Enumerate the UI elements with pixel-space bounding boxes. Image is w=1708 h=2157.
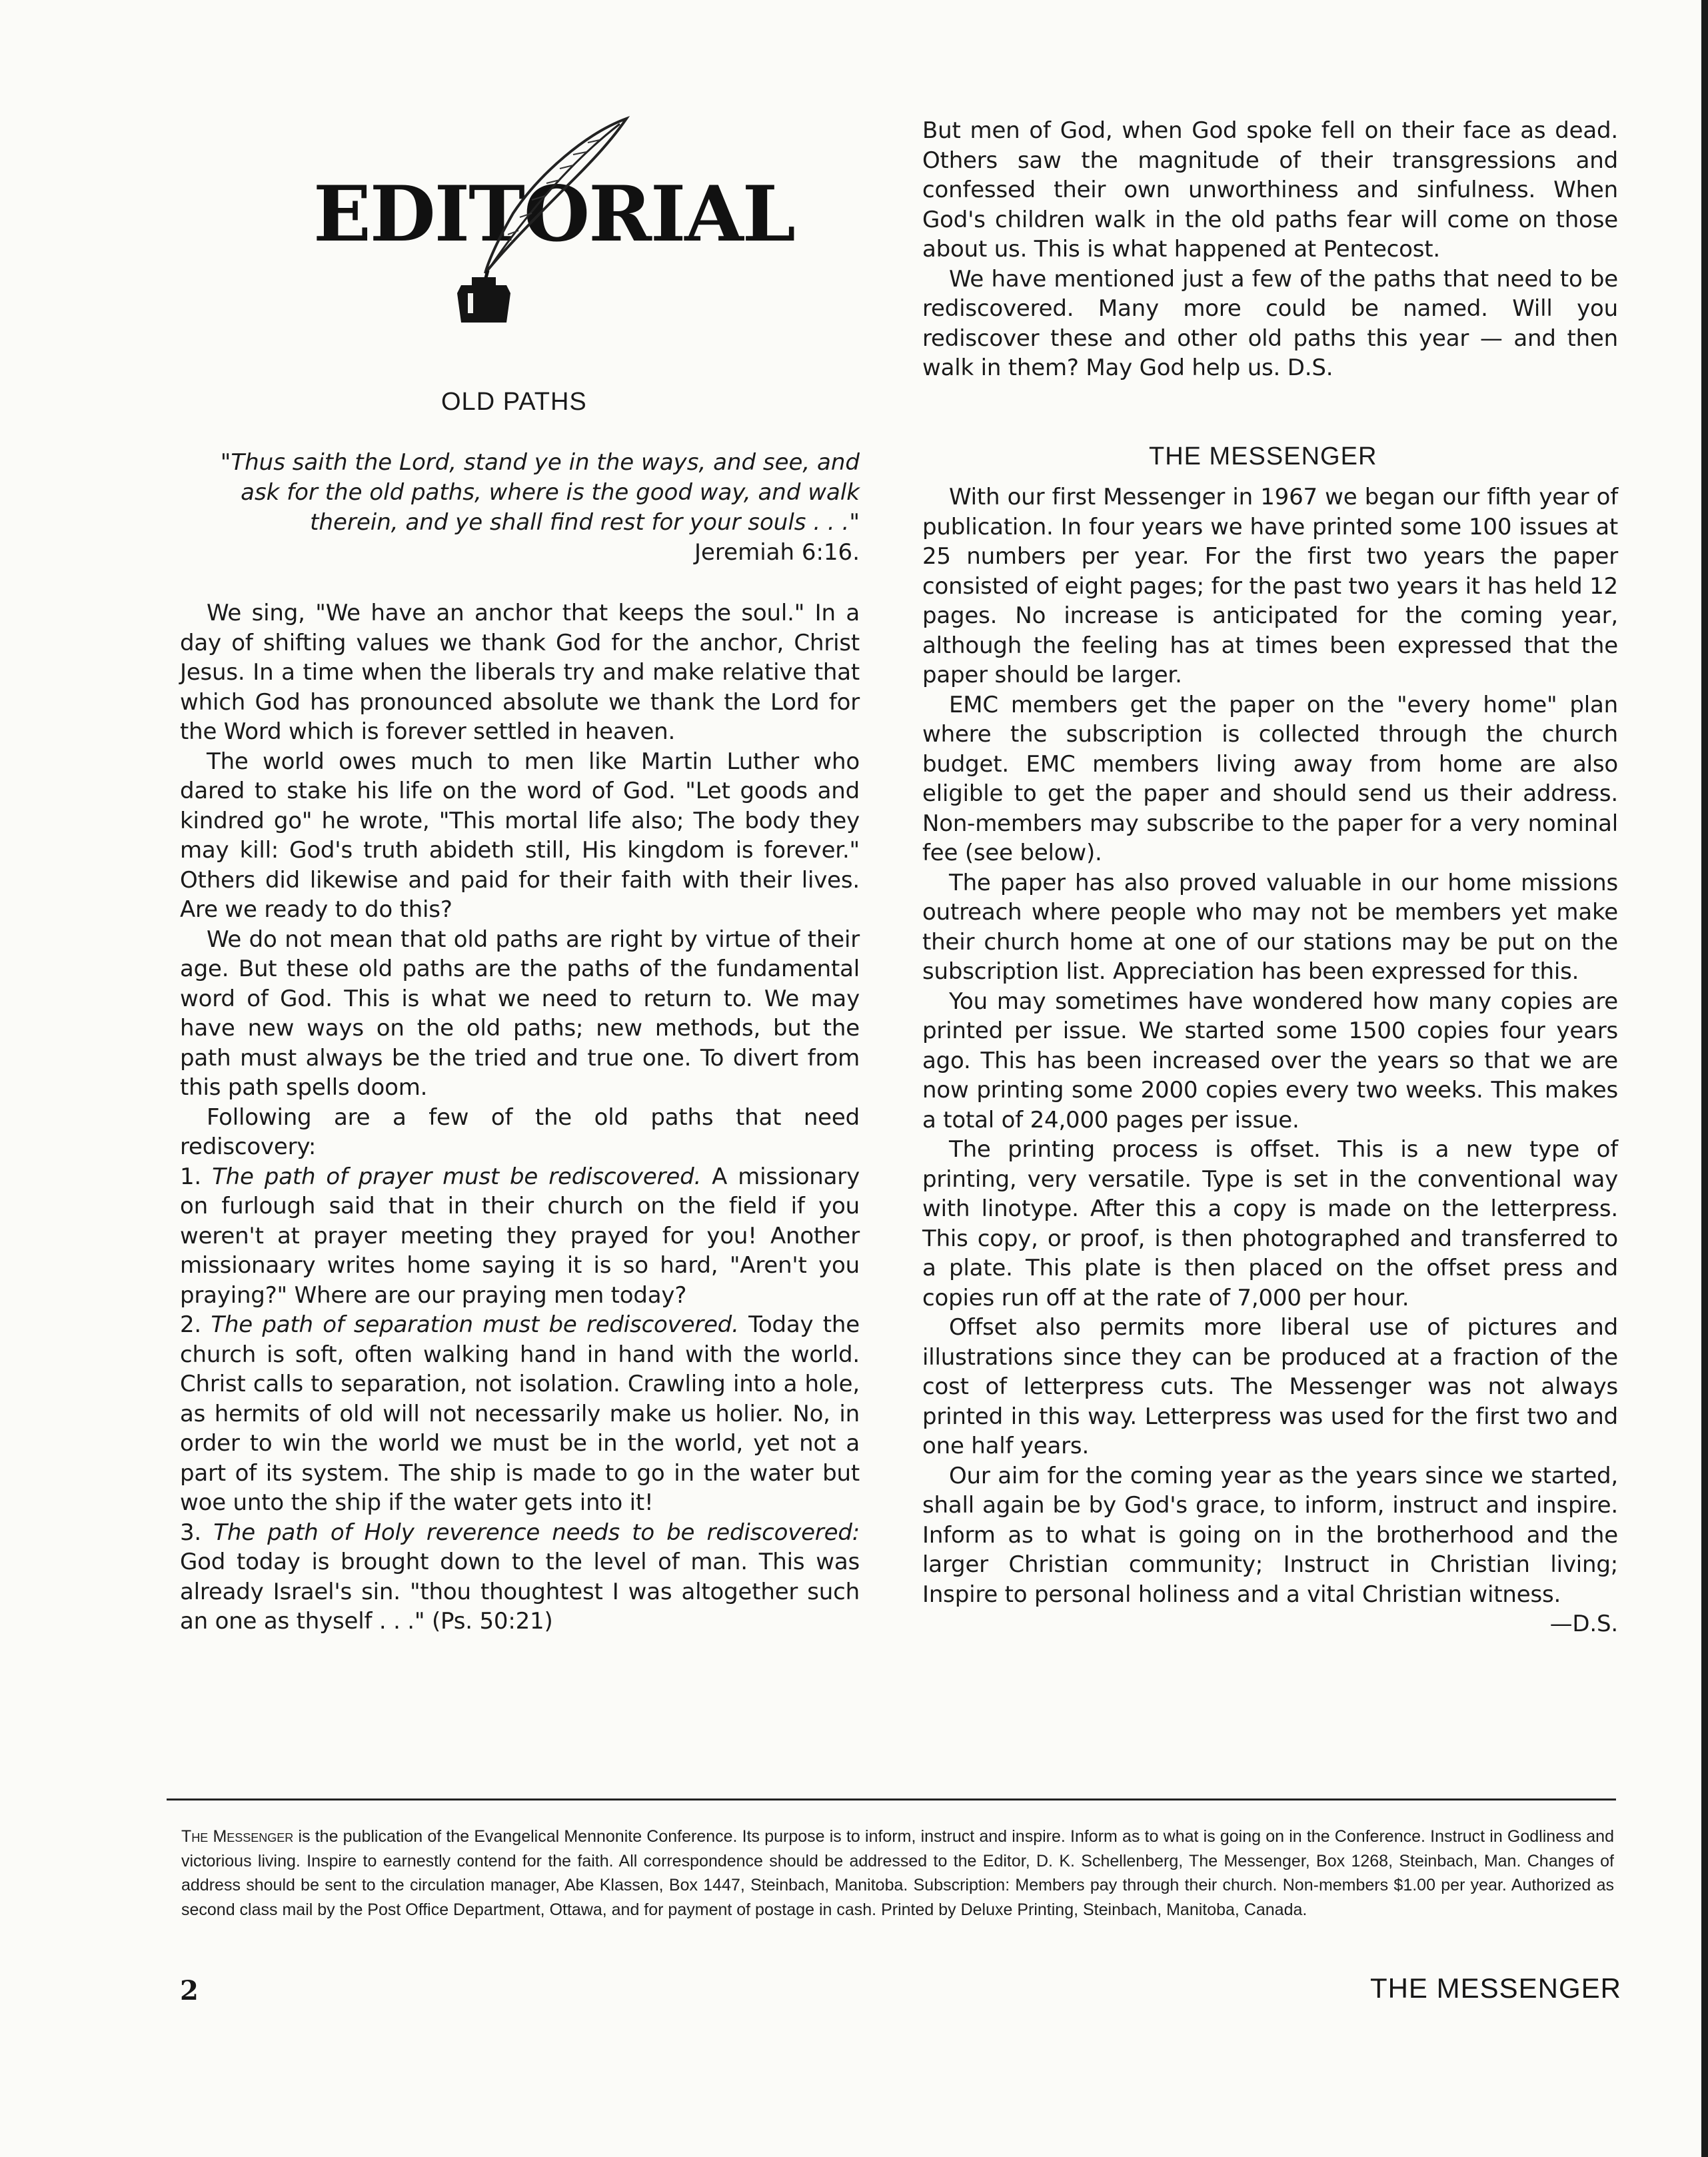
page-edge bbox=[1701, 0, 1708, 2157]
the-messenger-title: THE MESSENGER bbox=[1149, 442, 1377, 470]
paragraph: You may sometimes have wondered how many copies are printed per issue. We started some 1500 copies four years ago. This has been increased over the years so that we are now printing some 2000 copies every two weeks. This makes a total of 24,000 pages per issue. bbox=[922, 988, 1618, 1133]
list-item: 1. The path of prayer must be rediscovered. A missionary on furlough said that in their church on the field if you weren't at prayer meeting they prayed for you! Another missionaary writes home saying it is so hard, "Aren't you praying?" Where are our praying men today? bbox=[180, 1163, 860, 1309]
paragraph: Our aim for the coming year as the years since we started, shall again be by God's grace, to inform, instruct and inspire. Inform as to what is going on in the brotherhood and the larger Christian community; Instruct in Christian living; Inspire to personal holiness and a vital Christian witness. —D.S. bbox=[922, 1461, 1618, 1610]
paragraph: The paper has also proved valuable in our home missions outreach where people who may not be members yet make their church home at one of our stations may be put on the subscription list. Appreciation has been expressed for this. bbox=[922, 869, 1618, 985]
paragraph: We sing, "We have an anchor that keeps the soul." In a day of shifting values we thank God for the anchor, Christ Jesus. In a time when the liberals try and make relative that which God has pronounced absolute we thank the Lord for the Word which is forever settled in heaven. bbox=[180, 600, 860, 745]
paragraph: We do not mean that old paths are right by virtue of their age. But these old paths are the paths of the fundamental word of God. This is what we need to return to. We may have new ways on the old paths; new methods, but the path must always be the tried and true one. To divert from this path spells doom. bbox=[180, 926, 860, 1101]
old-paths-title: OLD PATHS bbox=[441, 388, 587, 416]
list-item: 3. The path of Holy reverence needs to be rediscovered: God today is brought down to the level of man. This was already Israel's sin. "thou thoughtest I was altogether such an one as thyself . . ." (Ps. 50:21) bbox=[180, 1519, 860, 1635]
point-heading: The path of separation must be rediscovered. bbox=[211, 1311, 739, 1338]
paragraph: Offset also permits more liberal use of pictures and illustrations since they can be produced at a fraction of the cost of letterpress cuts. The Messenger was not always printed in this way. Letterpress was used for the first two and one half years. bbox=[922, 1314, 1618, 1459]
point-heading: The path of prayer must be rediscovered. bbox=[212, 1163, 702, 1190]
publication-name: The Messenger bbox=[181, 1827, 294, 1846]
paragraph: The world owes much to men like Martin Luther who dared to stake his life on the word of God. "Let goods and kindred go" he wrote, "This mortal life also; The body they may kill: God's truth abideth still, His kingdom is forever." Others did likewise and paid for their faith with their lives. Are we ready to do this? bbox=[180, 748, 860, 923]
the-messenger-body bbox=[922, 482, 1618, 1639]
running-footer: THE MESSENGER bbox=[1369, 1972, 1621, 2004]
epigraph-reference: Jeremiah 6:16. bbox=[694, 539, 860, 566]
paragraph: EMC members get the paper on the "every home" plan where the subscription is collected through the church budget. EMC members living away from home are also eligible to get the paper and should send us their address. Non-members may subscribe to the paper for a very nominal fee (see below). bbox=[922, 691, 1618, 866]
point-heading: The path of Holy reverence needs to be rediscovered: bbox=[213, 1519, 860, 1546]
epigraph-text: "Thus saith the Lord, stand ye in the ways, and see, and ask for the old paths, where is the good way, and walk therein, and ye shall find rest for your souls . . ." bbox=[220, 449, 860, 536]
list-item: 2. The path of separation must be rediscovered. Today the church is soft, often walking hand in hand with the world. Christ calls to separation, not isolation. Crawling into a hole, as hermits of old will not necessarily make us holier. No, in order to win the world we must be in the world, yet not a part of its system. The ship is made to go in the water but woe unto the ship if the water gets into it! bbox=[180, 1311, 860, 1516]
old-paths-continuation bbox=[922, 116, 1618, 383]
signature: —D.S. bbox=[1549, 1611, 1618, 1637]
masthead-word: EDITORIAL bbox=[313, 169, 794, 259]
paragraph: With our first Messenger in 1967 we began our fifth year of publication. In four years we have printed some 100 issues at 25 numbers per year. For the first two years the paper consisted of eight pages; for the past two years it has held 12 pages. No increase is anticipated for the coming year, although the feeling has at times been expressed that the paper should be larger. bbox=[922, 484, 1618, 688]
publication-note: The Messenger is the publication of the Evangelical Mennonite Conference. Its purpose is to inform, instruct and inspire. Inform as to what is going on in the Conference. Instruct in Godliness and victorious living. Inspire to earnestly contend for the faith. All correspondence should be addressed to the Editor, D. K. Schellenberg, The Messenger, Box 1268, Steinbach, Man. Changes of address should be sent to the circulation manager, Abe Klassen, Box 1447, Steinbach, Manitoba. Subscription: Members pay through their church. Non-members $1.00 per year. Authorized as second class mail by the Post Office Department, Ottawa, and for payment of postage in cash. Printed by Deluxe Printing, Steinbach, Manitoba, Canada. bbox=[181, 1827, 1614, 1919]
paragraph: Following are a few of the old paths that need rediscovery: bbox=[180, 1103, 860, 1160]
footer-rule bbox=[167, 1798, 1616, 1800]
quill-and-inkwell-icon bbox=[407, 113, 633, 327]
page-number: 2 bbox=[180, 1975, 199, 2006]
old-paths-body bbox=[180, 598, 860, 1637]
editorial-masthead bbox=[313, 113, 794, 333]
paragraph: We have mentioned just a few of the paths that need to be rediscovered. Many more could be named. Will you rediscover these and other old paths this year — and then walk in them? May God help us. D.S. bbox=[922, 265, 1618, 381]
epigraph bbox=[180, 448, 860, 568]
paragraph: The printing process is offset. This is a new type of printing, very versatile. Type is set in the conventional way with linotype. After this a copy is made on the letterpress. This copy, or proof, is then photographed and transferred to a plate. This plate is then placed on the offset press and copies run off at the rate of 7,000 per hour. bbox=[922, 1136, 1618, 1311]
paragraph: But men of God, when God spoke fell on their face as dead. Others saw the magnitude of their transgressions and confessed their own unworthiness and sinfulness. When God's children walk in the old paths fear will come on those about us. This is what happened at Pentecost. bbox=[922, 117, 1618, 263]
